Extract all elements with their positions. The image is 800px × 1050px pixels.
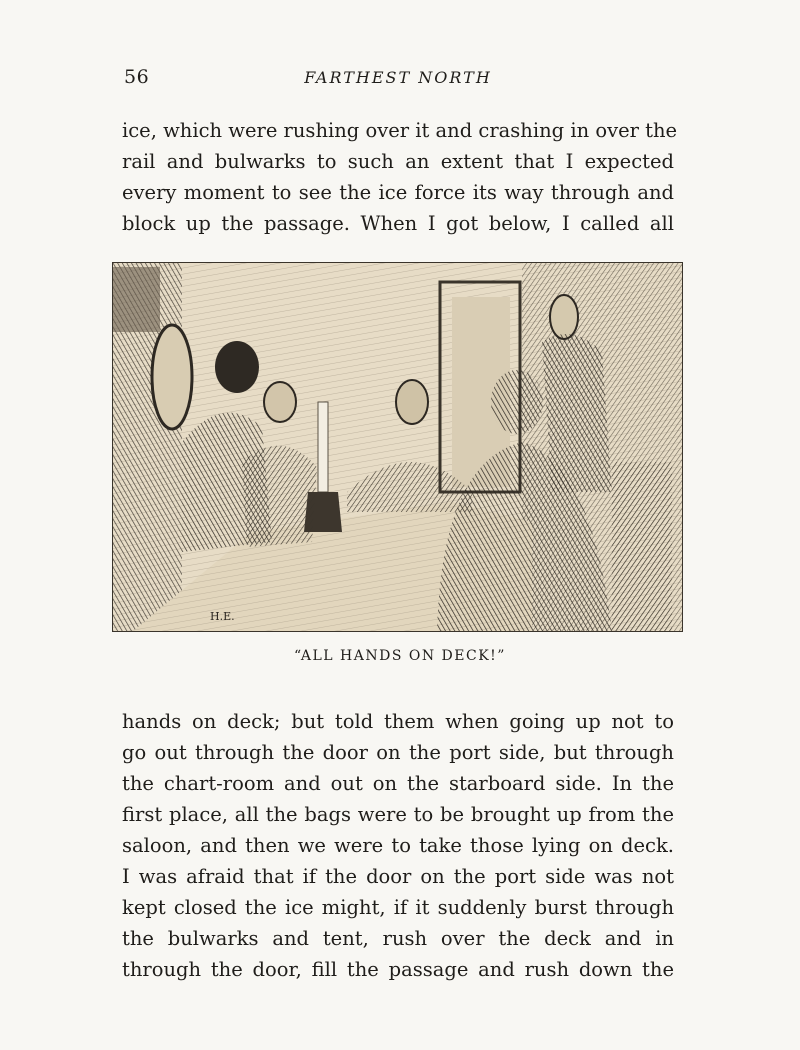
text-line: go out through the door on the port side, but through [122,741,674,764]
illustration-plate [112,262,683,632]
text-line: I was afraid that if the door on the port side was not [122,865,674,888]
paragraph-before-illustration [122,115,678,239]
text-line: every moment to see the ice force its way through and [122,181,674,204]
page-number: 56 [124,66,150,88]
text-line: kept closed the ice might, if it suddenly burst through [122,896,674,919]
paragraph-after-illustration [122,706,674,985]
text-line: the chart-room and out on the starboard side. In the [122,772,674,795]
text-line: the bulwarks and tent, rush over the deck and in [122,927,674,950]
text-line: block up the passage. When I got below, I called all [122,212,674,235]
running-title: FARTHEST NORTH [304,68,492,87]
text-line: ice, which were rushing over it and crashing in over the [122,119,678,142]
page-header [124,66,672,94]
text-line: first place, all the bags were to be brought up from the [122,803,674,826]
illustration-caption: “ALL HANDS ON DECK!” [294,648,506,664]
artist-signature: H.E. [210,610,235,623]
etching-illustration [112,262,683,632]
text-line: hands on deck; but told them when going up not to [122,710,674,733]
text-line: through the door, fill the passage and rush down the [122,958,674,981]
text-line: saloon, and then we were to take those lying on deck. [122,834,674,857]
text-line: rail and bulwarks to such an extent that I expected [122,150,674,173]
